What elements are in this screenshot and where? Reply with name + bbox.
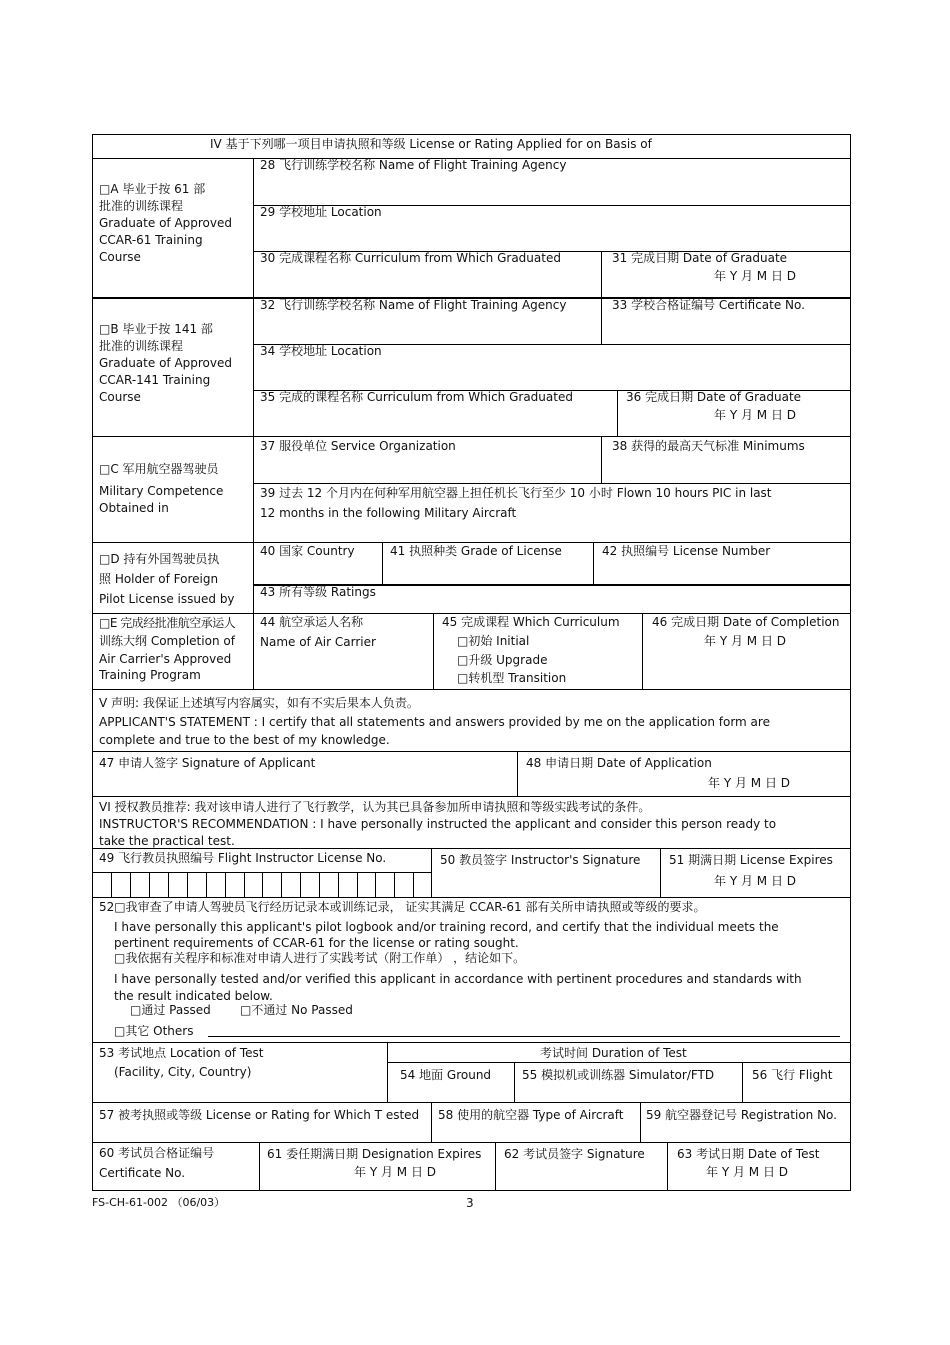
field-47-label: 47 申请人签字 Signature of Applicant — [99, 756, 316, 770]
field-53-sub: (Facility, City, Country) — [114, 1065, 252, 1079]
field-59-label: 59 航空器登记号 Registration No. — [646, 1108, 837, 1122]
field-33-label: 33 学校合格证编号 Certificate No. — [612, 298, 805, 312]
field-45-label: 45 完成课程 Which Curriculum — [442, 615, 620, 629]
section-6-line1: VI 授权教员推荐: 我对该申请人进行了飞行教学，认为其已具备参加所申请执照和等级实践考试的条件。 — [99, 800, 651, 814]
field-46-label: 46 完成日期 Date of Completion — [652, 615, 840, 629]
field-35-label: 35 完成的课程名称 Curriculum from Which Graduated — [260, 390, 573, 404]
option-transition[interactable]: □转机型 Transition — [457, 671, 567, 685]
page-number: 3 — [466, 1196, 474, 1210]
field-50-label: 50 教员签字 Instructor's Signature — [440, 853, 641, 867]
field-55-label: 55 模拟机或训练器 Simulator/FTD — [522, 1068, 715, 1082]
option-initial[interactable]: □初始 Initial — [457, 634, 530, 648]
option-b-label[interactable]: □B 毕业于按 141 部 批准的训练课程 Graduate of Approved CCAR-141 Training Course — [99, 322, 233, 404]
field-49-label: 49 飞行教员执照编号 Flight Instructor License No. — [99, 851, 387, 865]
section-6-line2: INSTRUCTOR'S RECOMMENDATION : I have personally instructed the applicant and consider this person ready to — [99, 817, 777, 831]
field-31-date: 年 Y 月 M 日 D — [714, 269, 796, 283]
item-52-line2: I have personally this applicant's pilot logbook and/or training record, and certify that the individual meets the — [114, 920, 779, 934]
field-46-date: 年 Y 月 M 日 D — [704, 634, 786, 648]
field-61-label: 61 委任期满日期 Designation Expires — [267, 1147, 482, 1161]
option-c-label[interactable]: □C 军用航空器驾驶员 Military Competence Obtained in — [99, 462, 224, 515]
duration-header: 考试时间 Duration of Test — [540, 1046, 687, 1060]
option-passed[interactable]: □通过 Passed — [130, 1003, 211, 1017]
field-44-sub: Name of Air Carrier — [260, 635, 376, 649]
option-upgrade[interactable]: □升级 Upgrade — [457, 653, 548, 667]
field-53-label: 53 考试地点 Location of Test — [99, 1046, 264, 1060]
field-36-date: 年 Y 月 M 日 D — [714, 408, 796, 422]
item-52-line4[interactable]: □我依据有关程序和标准对申请人进行了实践考试（附工作单） ，结论如下。 — [114, 951, 526, 965]
section-5-line1: V 声明: 我保证上述填写内容属实，如有不实后果本人负责。 — [99, 696, 419, 710]
field-63-date: 年 Y 月 M 日 D — [706, 1165, 788, 1179]
field-57-label: 57 被考执照或等级 License or Rating for Which T ested — [99, 1108, 420, 1122]
field-39-line2: 12 months in the following Military Aircraft — [260, 506, 517, 520]
field-51-date: 年 Y 月 M 日 D — [714, 874, 796, 888]
field-28-label: 28 飞行训练学校名称 Name of Flight Training Agency — [260, 158, 567, 172]
field-43-label: 43 所有等级 Ratings — [260, 585, 376, 599]
item-52-line5: I have personally tested and/or verified this applicant in accordance with pertinent procedures and standards with — [114, 972, 802, 986]
field-31-label: 31 完成日期 Date of Graduate — [612, 251, 788, 265]
field-60-sub: Certificate No. — [99, 1166, 186, 1180]
field-29-label: 29 学校地址 Location — [260, 205, 382, 219]
field-56-label: 56 飞行 Flight — [752, 1068, 833, 1082]
field-38-label: 38 获得的最高天气标准 Minimums — [612, 439, 805, 453]
field-62-label: 62 考试员签字 Signature — [504, 1147, 645, 1161]
option-a-label[interactable]: □A 毕业于按 61 部 批准的训练课程 Graduate of Approved CCAR-61 Training Course — [99, 182, 233, 264]
field-51-label: 51 期满日期 License Expires — [669, 853, 833, 867]
section-5-line2: APPLICANT'S STATEMENT : I certify that all statements and answers provided by me on the application form are — [99, 715, 770, 729]
item-52-line6: the result indicated below. — [114, 989, 273, 1003]
item-52-line1[interactable]: 52□我审查了申请人驾驶员飞行经历记录本或训练记录， 证实其满足 CCAR-61 部有关所申请执照或等级的要求。 — [99, 900, 706, 914]
field-41-label: 41 执照种类 Grade of License — [390, 544, 562, 558]
option-not-passed[interactable]: □不通过 No Passed — [240, 1003, 353, 1017]
section-5-line3: complete and true to the best of my knowledge. — [99, 733, 390, 747]
section-6-line3: take the practical test. — [99, 834, 235, 848]
field-40-label: 40 国家 Country — [260, 544, 355, 558]
field-32-label: 32 飞行训练学校名称 Name of Flight Training Agency — [260, 298, 567, 312]
others-underline — [208, 1036, 840, 1037]
option-e-label[interactable]: □E 完成经批准航空承运人 训练大纲 Completion of Air Carrier's Approved Training Program — [99, 616, 236, 682]
field-39-line1: 39 过去 12 个月内在何种军用航空器上担任机长飞行至少 10 小时 Flown 10 hours PIC in last — [260, 486, 772, 500]
field-44-label: 44 航空承运人名称 — [260, 615, 364, 629]
field-30-label: 30 完成课程名称 Curriculum from Which Graduated — [260, 251, 561, 265]
option-d-label[interactable]: □D 持有外国驾驶员执 照 Holder of Foreign Pilot License issued by — [99, 552, 235, 606]
field-37-label: 37 服役单位 Service Organization — [260, 439, 456, 453]
field-61-date: 年 Y 月 M 日 D — [354, 1165, 436, 1179]
field-48-date: 年 Y 月 M 日 D — [708, 776, 790, 790]
form-code: FS-CH-61-002 （06/03） — [92, 1196, 226, 1209]
item-52-line3: pertinent requirements of CCAR-61 for the license or rating sought. — [114, 936, 519, 950]
section-4-header: IV 基于下列哪一项目申请执照和等级 License or Rating Applied for on Basis of — [210, 137, 652, 151]
field-42-label: 42 执照编号 License Number — [602, 544, 771, 558]
field-54-label: 54 地面 Ground — [400, 1068, 492, 1082]
field-34-label: 34 学校地址 Location — [260, 344, 382, 358]
field-48-label: 48 申请日期 Date of Application — [526, 756, 712, 770]
field-63-label: 63 考试日期 Date of Test — [677, 1147, 820, 1161]
field-58-label: 58 使用的航空器 Type of Aircraft — [438, 1108, 624, 1122]
option-others[interactable]: □其它 Others — [114, 1024, 194, 1038]
field-36-label: 36 完成日期 Date of Graduate — [626, 390, 802, 404]
field-60-label: 60 考试员合格证编号 — [99, 1146, 215, 1160]
